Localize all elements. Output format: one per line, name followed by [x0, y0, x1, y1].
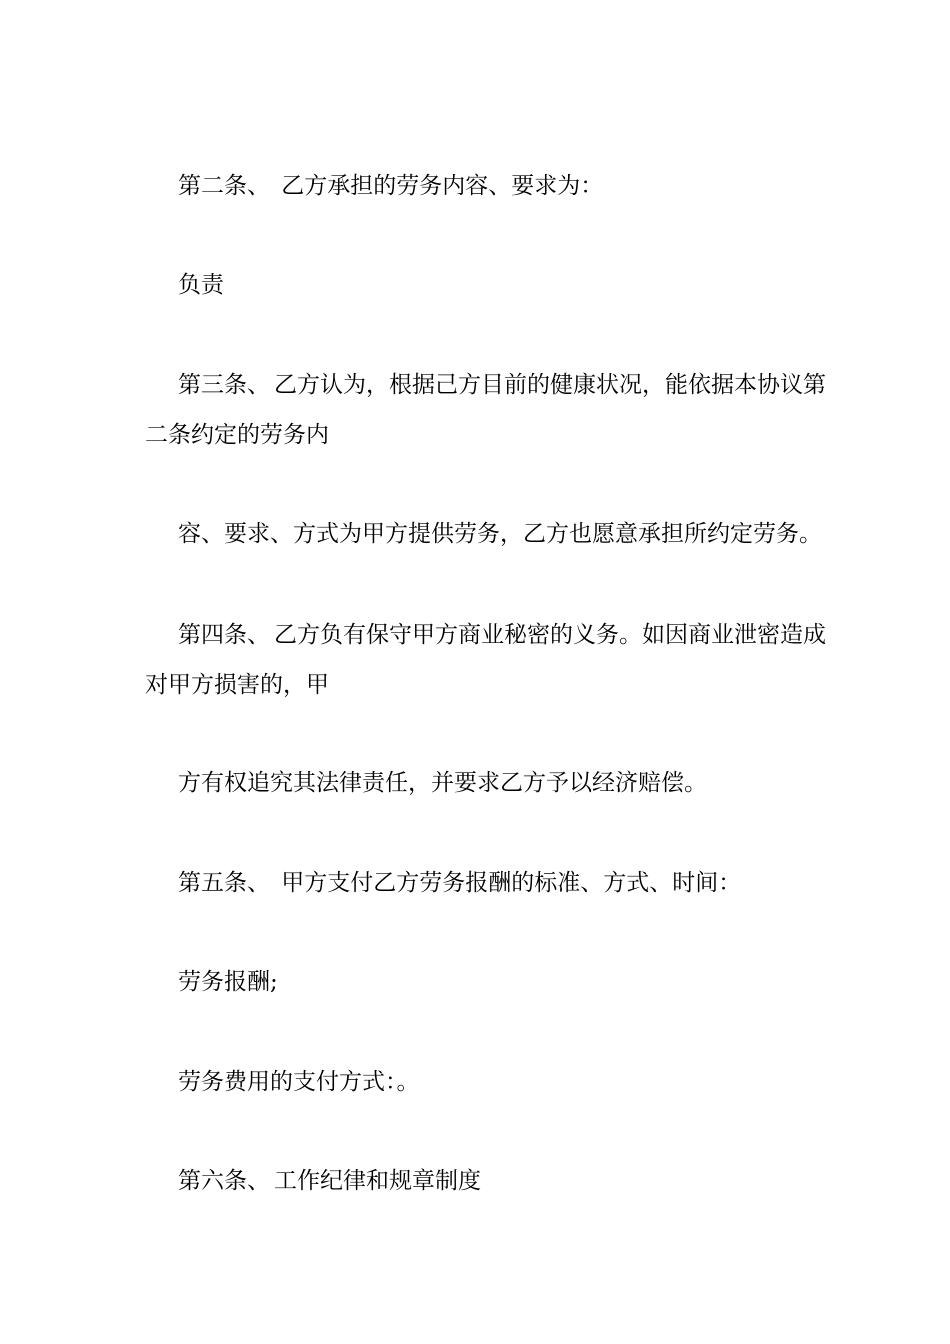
article-4-paragraph-2: 方有权追究其法律责任，并要求乙方予以经济赔偿。: [178, 770, 707, 796]
article-5-text: 甲方支付乙方劳务报酬的标准、方式、时间：: [274, 870, 742, 896]
article-4-line: [178, 620, 826, 650]
article-2-text: 乙方承担的劳务内容、要求为：: [274, 173, 604, 199]
article-4-heading: 第四条、: [178, 622, 270, 648]
article-4-text: 乙方负有保守甲方商业秘密的义务。如因商业泄密造成: [274, 622, 826, 648]
article-5-line: [178, 868, 741, 898]
article-6-text: 工作纪律和规章制度: [274, 1168, 481, 1194]
article-3-line: [178, 370, 826, 400]
article-3-heading: 第三条、: [178, 372, 270, 398]
article-5-item-1: 劳务报酬;: [178, 969, 278, 995]
article-3-text: 乙方认为，根据己方目前的健康状况，能依据本协议第: [274, 372, 826, 398]
article-3-continuation: 二条约定的劳务内: [145, 422, 329, 448]
article-6-line: [178, 1166, 481, 1196]
article-6-heading: 第六条、: [178, 1168, 270, 1194]
article-2-heading: 第二条、: [178, 173, 270, 199]
article-5-heading: 第五条、: [178, 870, 270, 896]
article-3-paragraph-2: 容、要求、方式为甲方提供劳务，乙方也愿意承担所约定劳务。: [178, 521, 822, 547]
article-2-line: [178, 171, 603, 201]
article-2-detail: 负责: [178, 272, 224, 298]
article-4-continuation: 对甲方损害的，甲: [145, 672, 329, 698]
article-5-item-2: 劳务费用的支付方式：。: [178, 1069, 420, 1095]
